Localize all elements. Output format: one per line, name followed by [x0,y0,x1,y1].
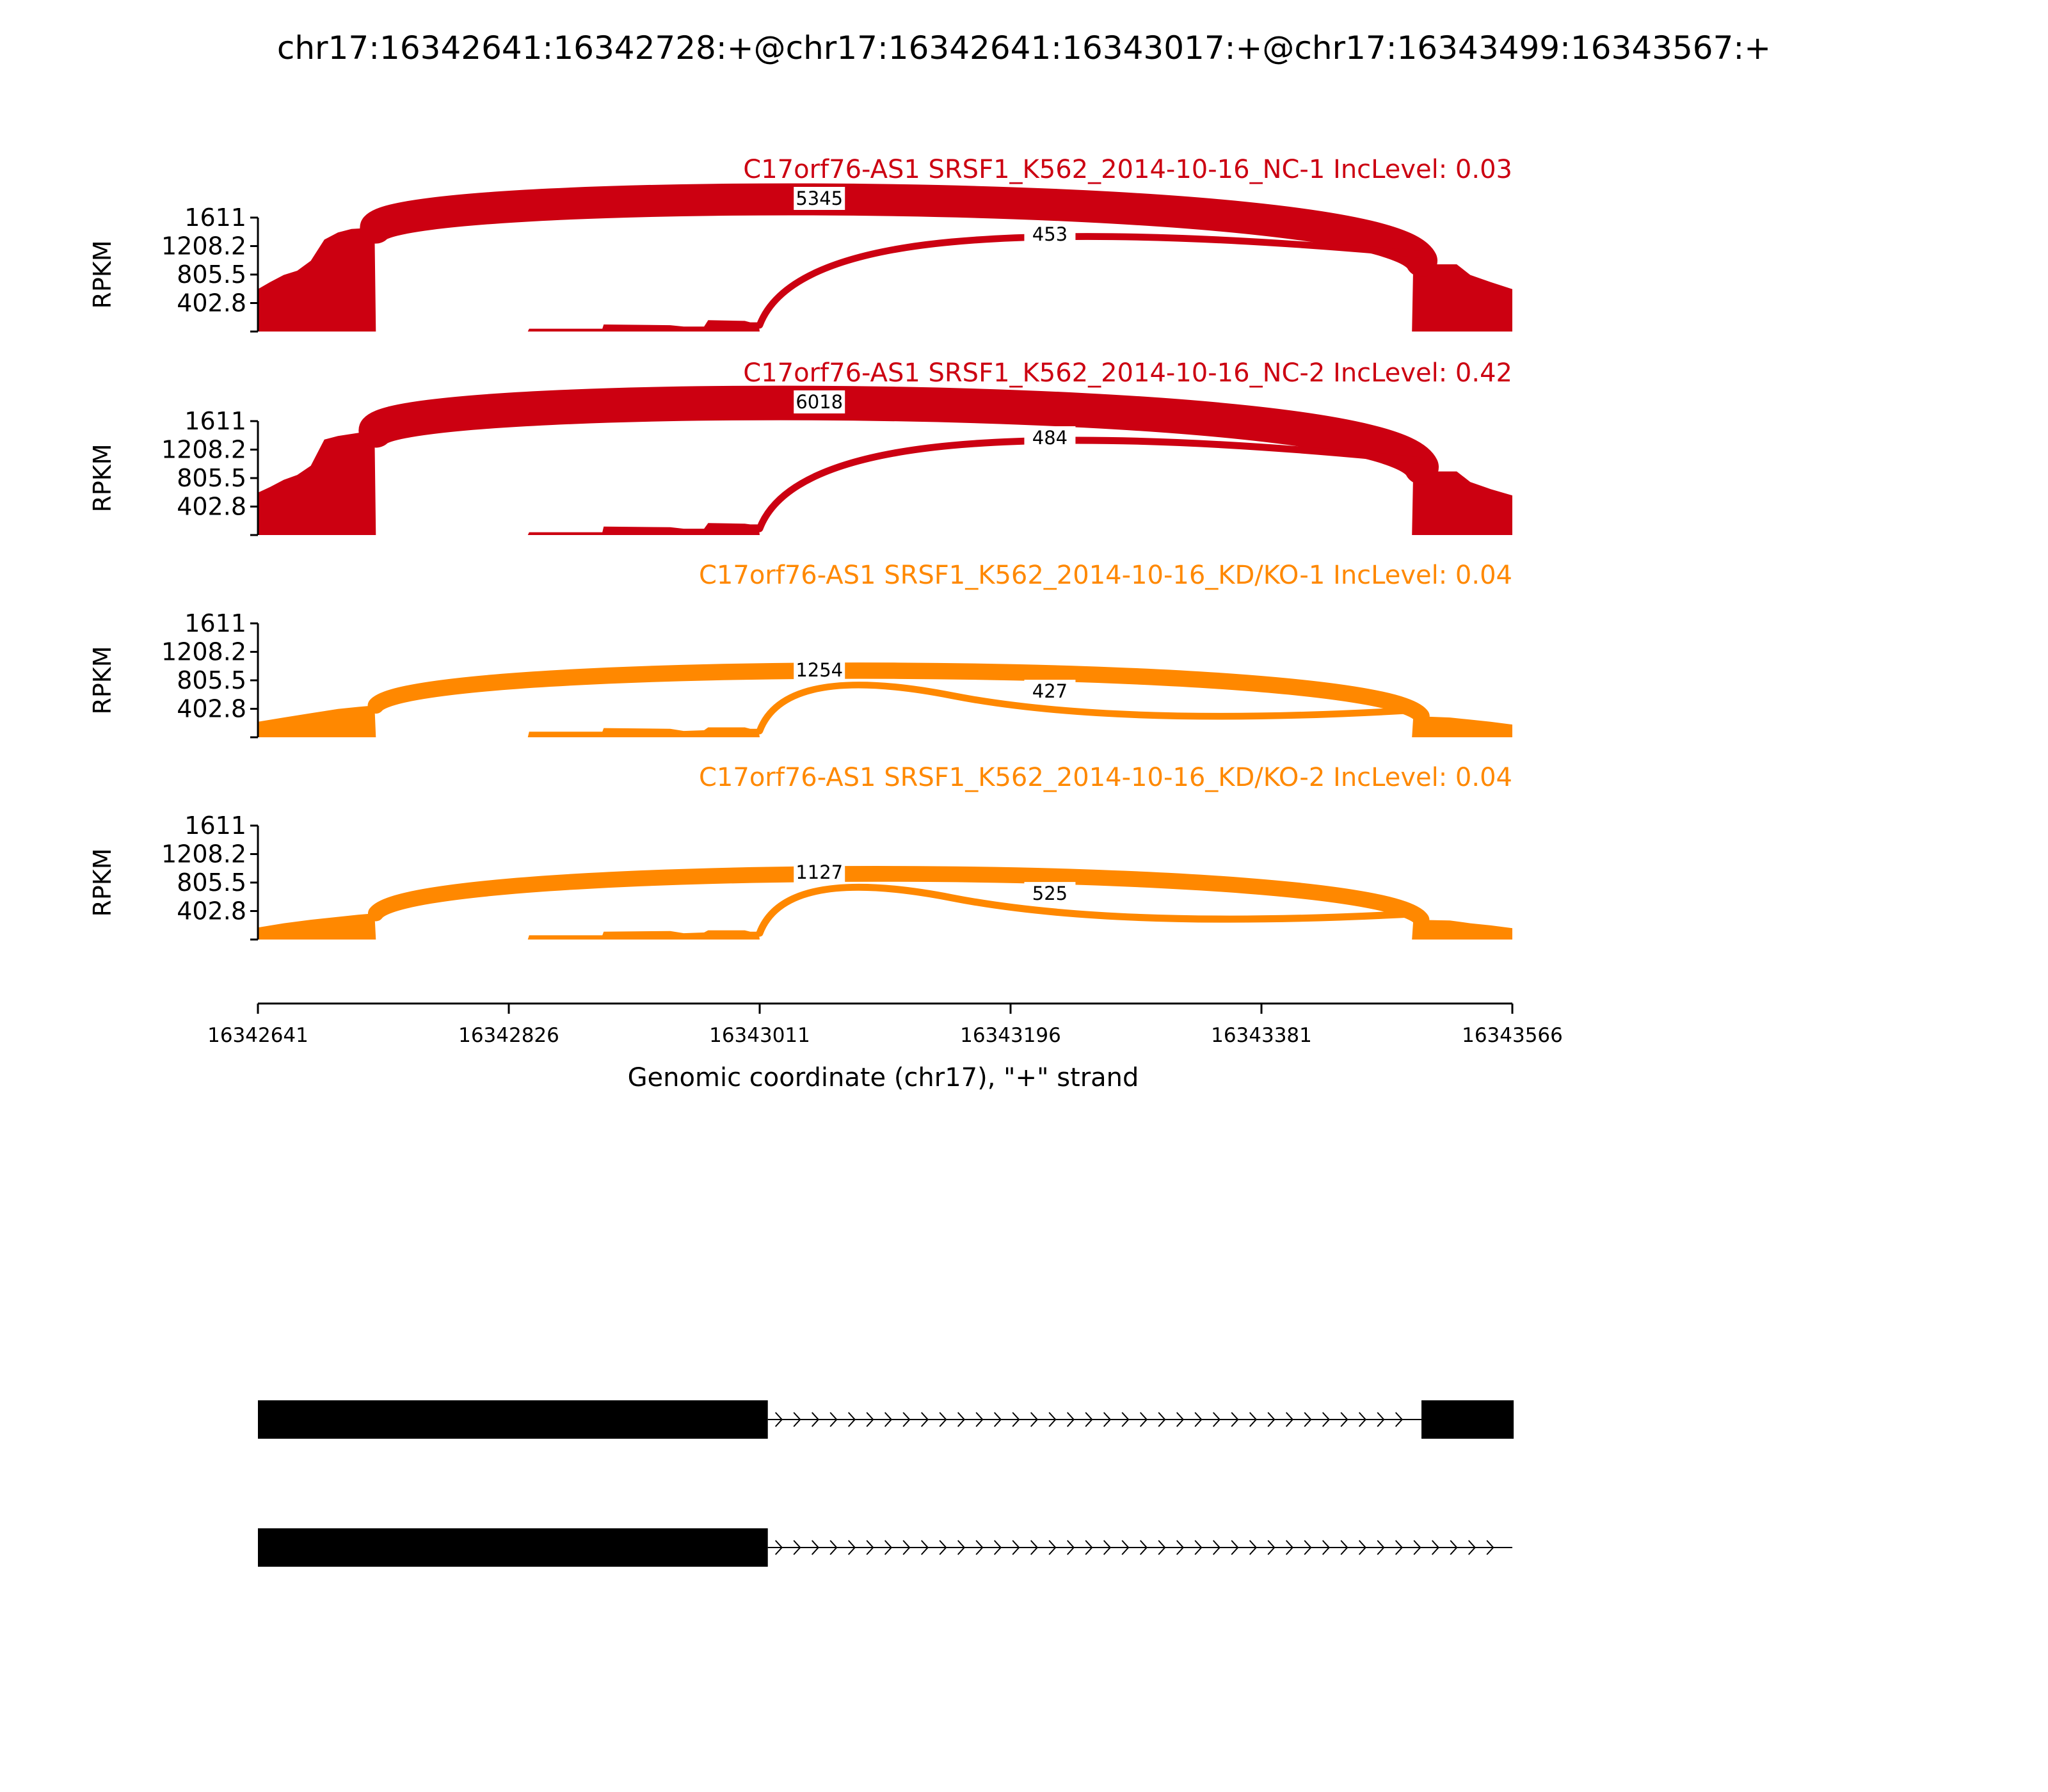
y-axis-label: RPKM [88,240,116,309]
y-tick-label: 1208.2 [161,232,246,260]
y-axis-label: RPKM [88,444,116,513]
junction-count-label: 5345 [796,188,844,209]
panel-title: C17orf76-AS1 SRSF1_K562_2014-10-16_NC-1 IncLevel: 0.03 [743,155,1512,184]
junction-count-label: 525 [1032,883,1068,905]
junction-count-label: 453 [1032,223,1068,245]
isoform-structure [258,1528,1512,1567]
x-axis-label: Genomic coordinate (chr17), "+" strand [627,1063,1139,1092]
coverage-area [258,705,1512,737]
junction-count-label: 6018 [796,391,844,413]
junction-arc [376,403,1421,467]
y-tick-label: 1611 [184,609,246,637]
junction-count-label: 484 [1032,427,1068,449]
junction-arc [376,671,1421,716]
y-tick-label: 1208.2 [161,840,246,868]
junction-count-label: 427 [1032,680,1068,703]
y-tick-label: 1208.2 [161,637,246,666]
coverage-panel [88,155,1512,332]
y-tick-label: 805.5 [177,464,246,492]
junction-arc [760,440,1421,529]
junction-count-label: 1254 [796,659,844,682]
isoform-track [258,1400,1514,1567]
exon-block [1421,1400,1514,1439]
y-tick-label: 805.5 [177,666,246,694]
y-tick-label: 805.5 [177,868,246,897]
isoform-structure [258,1400,1514,1439]
y-tick-label: 402.8 [177,694,246,723]
junction-arc [376,874,1421,920]
x-tick-label: 16343381 [1211,1024,1312,1047]
exon-block [258,1400,768,1439]
y-tick-label: 1611 [184,407,246,435]
x-axis [207,1004,1563,1047]
y-axis-label: RPKM [88,848,116,917]
junction-arc [760,236,1421,325]
junction-count-label: 1127 [796,861,844,884]
coverage-panel [88,561,1512,737]
coverage-panels [88,155,1512,940]
panel-title: C17orf76-AS1 SRSF1_K562_2014-10-16_KD/KO-1 IncLevel: 0.04 [699,561,1512,590]
coverage-panel [88,763,1512,940]
coverage-panel [88,358,1512,535]
panel-title: C17orf76-AS1 SRSF1_K562_2014-10-16_NC-2 IncLevel: 0.42 [743,358,1512,388]
panel-title: C17orf76-AS1 SRSF1_K562_2014-10-16_KD/KO-2 IncLevel: 0.04 [699,763,1512,792]
y-tick-label: 402.8 [177,492,246,521]
y-axis-label: RPKM [88,646,116,715]
y-tick-label: 402.8 [177,897,246,925]
x-tick-label: 16342826 [458,1024,559,1047]
y-tick-label: 1208.2 [161,435,246,464]
y-tick-label: 1611 [184,812,246,840]
y-tick-label: 805.5 [177,260,246,289]
y-tick-label: 1611 [184,204,246,232]
exon-block [258,1528,768,1567]
x-tick-label: 16342641 [207,1024,308,1047]
x-tick-label: 16343196 [960,1024,1061,1047]
y-tick-label: 402.8 [177,289,246,317]
chart-title: chr17:16342641:16342728:+@chr17:16342641:16343017:+@chr17:16343499:16343567:+ [276,29,1772,67]
x-tick-label: 16343011 [709,1024,810,1047]
x-tick-label: 16343566 [1462,1024,1563,1047]
